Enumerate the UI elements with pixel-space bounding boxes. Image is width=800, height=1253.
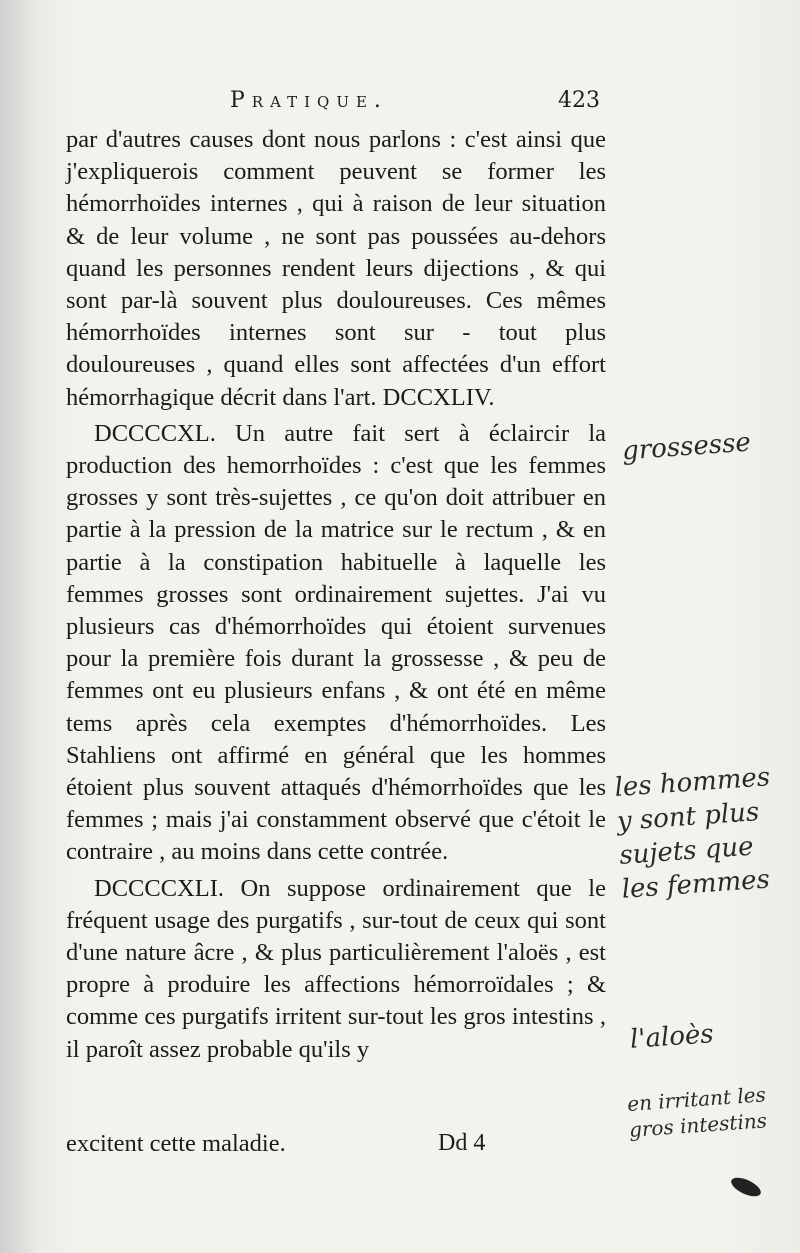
paragraph-continuation: par d'autres causes dont nous parlons : c'est ainsi que j'expliquerois comment peuvent se former les hémorrhoïdes internes , qui à raison de leur situation & de leur volume , ne sont pas poussées au-dehors quand les personnes rendent leurs dijections , & qui sont par-là souvent plus douloureuses. Ces mêmes hémorrhoïdes internes sont sur - tout plus douloureuses , quand elles sont affectées d'un effort hémorrhagique décrit dans l'art. DCCXLIV. [66, 126, 606, 411]
paragraph-dccccxli: DCCCCXLI. On suppose ordinairement que le fréquent usage des purgatifs , sur-tout de ceux qui sont d'une nature âcre , & plus particulièrement l'aloës , est propre à produire les affections hémorroïdales ; & comme ces purgatifs irritent sur-tout les gros intestins , il paroît assez probable qu'ils y [66, 874, 606, 1063]
ink-blot [729, 1174, 764, 1200]
margin-note-hommes: les hommes y sont plus sujets que les femmes [613, 762, 772, 905]
paragraph-dccccxl: DCCCCXL. Un autre fait sert à éclaircir la production des hemorrhoïdes : c'est que les femmes grosses y sont très-sujettes , ce qu'on doit attribuer en partie à la pression de la matrice sur le rectum , & en partie à la constipation habituelle à laquelle les femmes grosses sont ordinairement sujettes. J'ai vu plusieurs cas d'hémorrhoïdes qui étoient survenues pour la première fois durant la grossesse , & peu de femmes ont eu plusieurs enfans , & ont été en même tems après cela exemptes d'hémorrhoïdes. Les Stahliens ont affirmé en général que les hommes étoient plus souvent attaqués d'hémorrhoïdes que les femmes ; mais j'ai constamment observé que c'étoit le contraire , au moins dans cette contrée. [66, 419, 606, 866]
running-title: Pratique. [230, 88, 388, 113]
margin-note-grossesse: grossesse [621, 427, 752, 467]
main-text [66, 124, 606, 1066]
page-header [230, 88, 600, 118]
signature-mark: Dd 4 [438, 1130, 486, 1156]
page-number: 423 [558, 88, 600, 113]
margin-note-intestins: en irritant les gros intestins [626, 1082, 768, 1142]
margin-note-aloes: l'aloès [629, 1019, 715, 1055]
last-line: excitent cette maladie. [66, 1130, 286, 1157]
